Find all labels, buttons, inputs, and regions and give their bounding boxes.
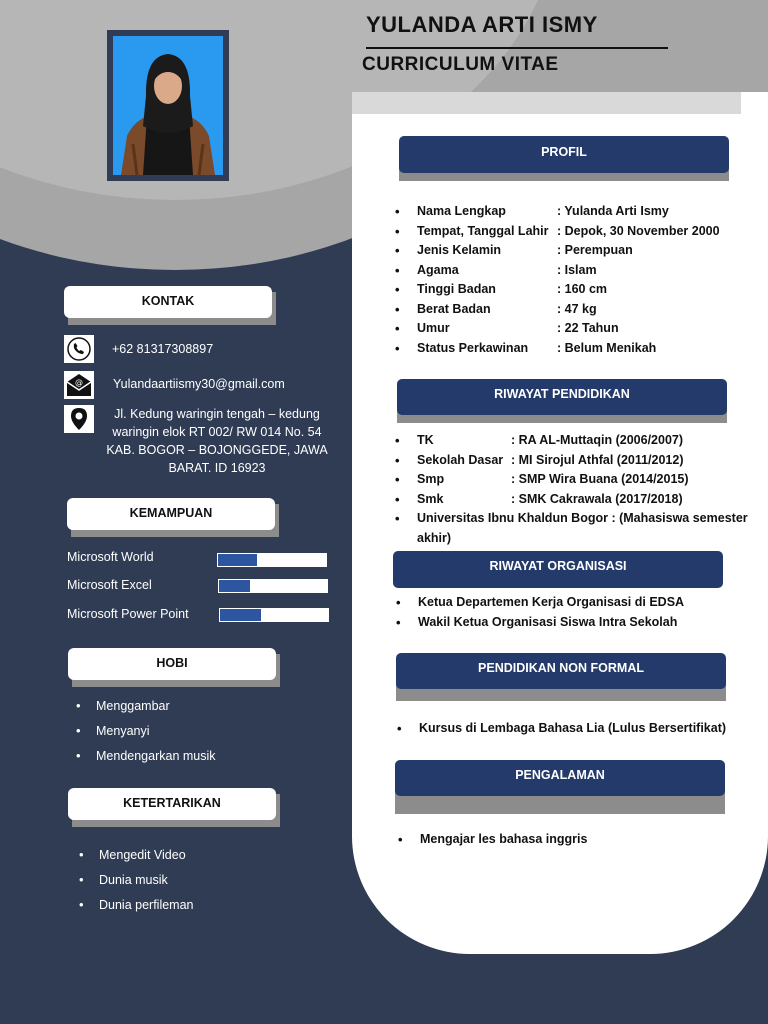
list-item: • Kursus di Lembaga Bahasa Lia (Lulus Bersertifikat) bbox=[397, 719, 726, 739]
profile-row: • Jenis Kelamin : Perempuan bbox=[395, 241, 720, 261]
interests-list bbox=[75, 848, 194, 912]
profile-row: • Status Perkawinan : Belum Menikah bbox=[395, 339, 720, 359]
profile-row: • Tempat, Tanggal Lahir : Depok, 30 November 2000 bbox=[395, 222, 720, 242]
skill-level-fill bbox=[220, 609, 261, 621]
experience-list bbox=[398, 830, 587, 850]
profile-photo-frame bbox=[107, 30, 229, 181]
hobbies-list bbox=[72, 699, 216, 763]
skill-label: Microsoft Excel bbox=[67, 578, 152, 592]
svg-text:@: @ bbox=[75, 378, 83, 387]
skill-level-bar bbox=[219, 608, 329, 622]
list-item: • Dunia perfileman bbox=[75, 898, 194, 912]
list-item: • Menggambar bbox=[72, 699, 216, 713]
skill-level-bar bbox=[217, 553, 327, 567]
content-panel-corner bbox=[741, 92, 768, 132]
email-address[interactable]: Yulandaartiismy30@gmail.com bbox=[113, 377, 285, 391]
list-item: • Mendengarkan musik bbox=[72, 749, 216, 763]
profile-row: • Agama : Islam bbox=[395, 261, 720, 281]
organization-list bbox=[396, 593, 684, 632]
home-address: Jl. Kedung waringin tengah – kedung waringin elok RT 002/ RW 014 No. 54 KAB. BOGOR – BOJONGGEDE, JAWA BARAT. ID 16923 bbox=[106, 407, 328, 475]
skill-level-fill bbox=[218, 554, 257, 566]
skills-heading: KEMAMPUAN bbox=[67, 498, 275, 532]
list-item: • Ketua Departemen Kerja Organisasi di EDSA bbox=[396, 593, 684, 613]
document-title: CURRICULUM VITAE bbox=[362, 54, 559, 75]
education-row: • Smk : SMK Cakrawala (2017/2018) bbox=[395, 490, 755, 510]
interests-heading: KETERTARIKAN bbox=[68, 788, 276, 822]
skill-label: Microsoft Power Point bbox=[67, 607, 189, 621]
education-row: • TK : RA AL-Muttaqin (2006/2007) bbox=[395, 431, 755, 451]
education-list bbox=[395, 431, 755, 548]
phone-number[interactable]: +62 81317308897 bbox=[112, 342, 214, 356]
location-pin-icon bbox=[64, 405, 94, 433]
title-divider bbox=[366, 47, 668, 49]
person-portrait-icon bbox=[113, 36, 223, 175]
profile-row: • Berat Badan : 47 kg bbox=[395, 300, 720, 320]
education-row: • Sekolah Dasar : MI Sirojul Athfal (2011/2012) bbox=[395, 451, 755, 471]
list-item: • Mengajar les bahasa inggris bbox=[398, 830, 587, 850]
person-name: YULANDA ARTI ISMY bbox=[366, 12, 598, 37]
profile-row: • Tinggi Badan : 160 cm bbox=[395, 280, 720, 300]
list-item: • Mengedit Video bbox=[75, 848, 194, 862]
education-row: • Smp : SMP Wira Buana (2014/2015) bbox=[395, 470, 755, 490]
skill-level-bar bbox=[218, 579, 328, 593]
skill-level-fill bbox=[219, 580, 250, 592]
profile-row: • Nama Lengkap : Yulanda Arti Ismy bbox=[395, 202, 720, 222]
education-row: • Universitas Ibnu Khaldun Bogor : (Mahasiswa semester akhir) bbox=[395, 509, 755, 548]
list-item: • Dunia musik bbox=[75, 873, 194, 887]
profile-row: • Umur : 22 Tahun bbox=[395, 319, 720, 339]
skill-label: Microsoft World bbox=[67, 550, 154, 564]
email-icon bbox=[64, 371, 94, 399]
nonformal-list bbox=[397, 719, 726, 739]
phone-icon bbox=[64, 335, 94, 363]
list-item: • Wakil Ketua Organisasi Siswa Intra Sekolah bbox=[396, 613, 684, 633]
list-item: • Menyanyi bbox=[72, 724, 216, 738]
profile-photo bbox=[113, 36, 223, 175]
contact-heading: KONTAK bbox=[64, 286, 272, 320]
header-strip bbox=[352, 92, 741, 114]
profile-list bbox=[395, 202, 720, 358]
hobbies-heading: HOBI bbox=[68, 648, 276, 682]
